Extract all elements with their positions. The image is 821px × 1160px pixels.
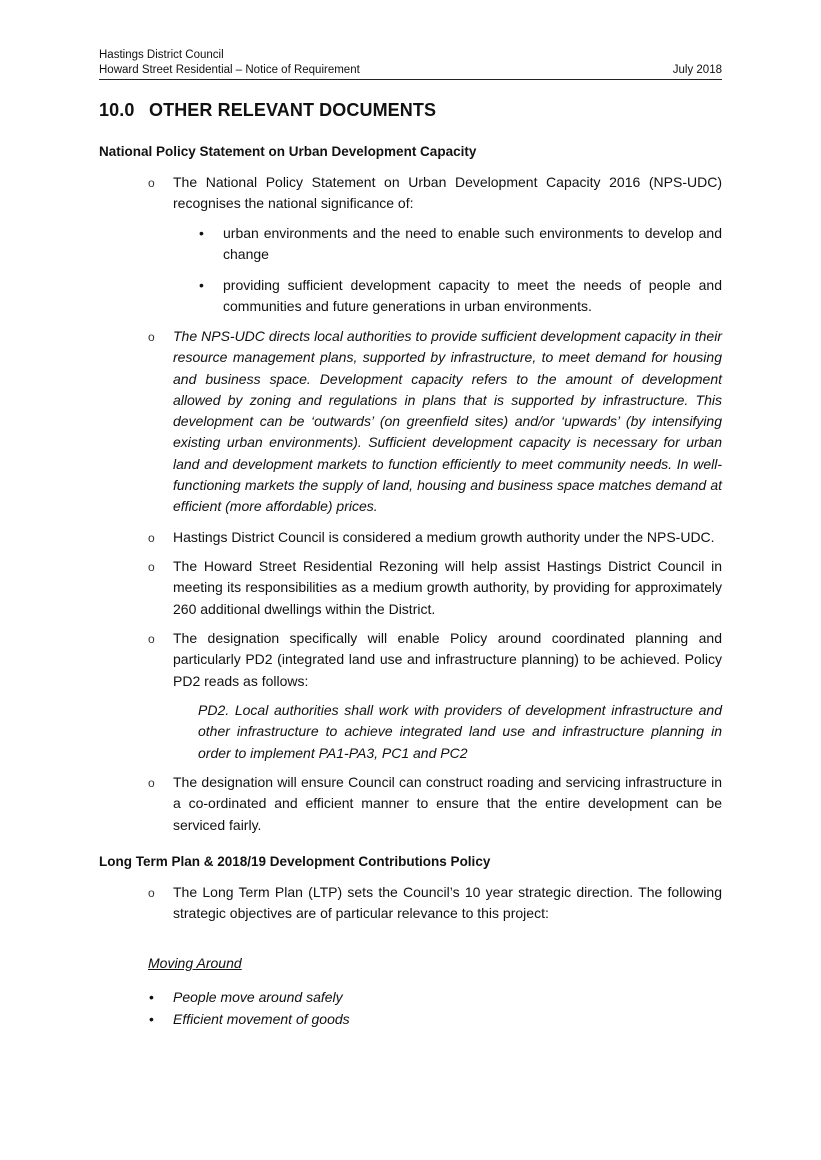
nps-medium-growth: Hastings District Council is considered a medium growth authority under the NPS-UDC.	[173, 529, 715, 545]
nps-rezoning: The Howard Street Residential Rezoning will help assist Hastings District Council in meeting its responsibilities as a medium growth authority, by providing for approximately 260 additional dwellings within the District.	[173, 558, 722, 617]
pd2-quote: PD2. Local authorities shall work with providers of development infrastructure and other infrastructure to achieve integrated land use and infrastructure planning in order to implement PA1-PA3, PC1 and PC2	[198, 702, 722, 761]
section-title	[99, 100, 436, 121]
circle-bullet-icon: o	[148, 531, 155, 545]
header-date: July 2018	[672, 64, 722, 76]
nps-ensure: The designation will ensure Council can construct roading and servicing infrastructure in a co-ordinated and efficient manner to ensure that the entire development can be serviced fairly.	[173, 774, 722, 833]
header-doc-title: Howard Street Residential – Notice of Requirement	[99, 64, 360, 76]
circle-bullet-icon: o	[148, 776, 155, 790]
section-heading: OTHER RELEVANT DOCUMENTS	[149, 100, 437, 120]
header-row	[99, 63, 722, 80]
nps-heading: National Policy Statement on Urban Development Capacity	[99, 144, 477, 159]
circle-bullet-icon: o	[148, 560, 155, 574]
ltp-heading: Long Term Plan & 2018/19 Development Contributions Policy	[99, 854, 491, 869]
circle-bullet-icon: o	[148, 632, 155, 646]
dot-bullet-icon: •	[149, 989, 154, 1005]
section-number: 10.0	[99, 100, 135, 120]
nps-designation: The designation specifically will enable Policy around coordinated planning and particularly PD2 (integrated land use and infrastructure planning) to be achieved. Policy PD2 reads as follows:	[173, 630, 722, 689]
moving-item-1: People move around safely	[173, 989, 343, 1005]
header-org: Hastings District Council	[99, 49, 224, 61]
dot-bullet-icon: •	[199, 225, 204, 241]
nps-bullet-2: providing sufficient development capacity to meet the needs of people and communities and future generations in urban environments.	[223, 277, 722, 315]
dot-bullet-icon: •	[149, 1011, 154, 1027]
nps-directs-paragraph: The NPS-UDC directs local authorities to provide sufficient development capacity in their resource management plans, supported by infrastructure, to meet demand for housing and business space. Development capacity refers to the amount of development allowed by zoning and regulations in plans that is supported by infrastructure. This development can be ‘outwards’ (on greenfield sites) and/or ‘upwards’ (by intensifying existing urban environments). Sufficient development capacity is necessary for urban land and development markets to function efficiently to meet community needs. In well-functioning markets the supply of land, housing and business space matches demand at efficient (more affordable) prices.	[173, 328, 722, 515]
moving-around-heading: Moving Around	[148, 955, 242, 971]
circle-bullet-icon: o	[148, 886, 155, 900]
dot-bullet-icon: •	[199, 277, 204, 293]
nps-intro: The National Policy Statement on Urban Development Capacity 2016 (NPS-UDC) recognises the national significance of:	[173, 174, 722, 212]
circle-bullet-icon: o	[148, 176, 155, 190]
moving-item-2: Efficient movement of goods	[173, 1011, 350, 1027]
circle-bullet-icon: o	[148, 330, 155, 344]
page-header	[99, 48, 722, 80]
ltp-intro: The Long Term Plan (LTP) sets the Council’s 10 year strategic direction. The following strategic objectives are of particular relevance to this project:	[173, 884, 722, 922]
nps-bullet-1: urban environments and the need to enable such environments to develop and change	[223, 225, 722, 263]
